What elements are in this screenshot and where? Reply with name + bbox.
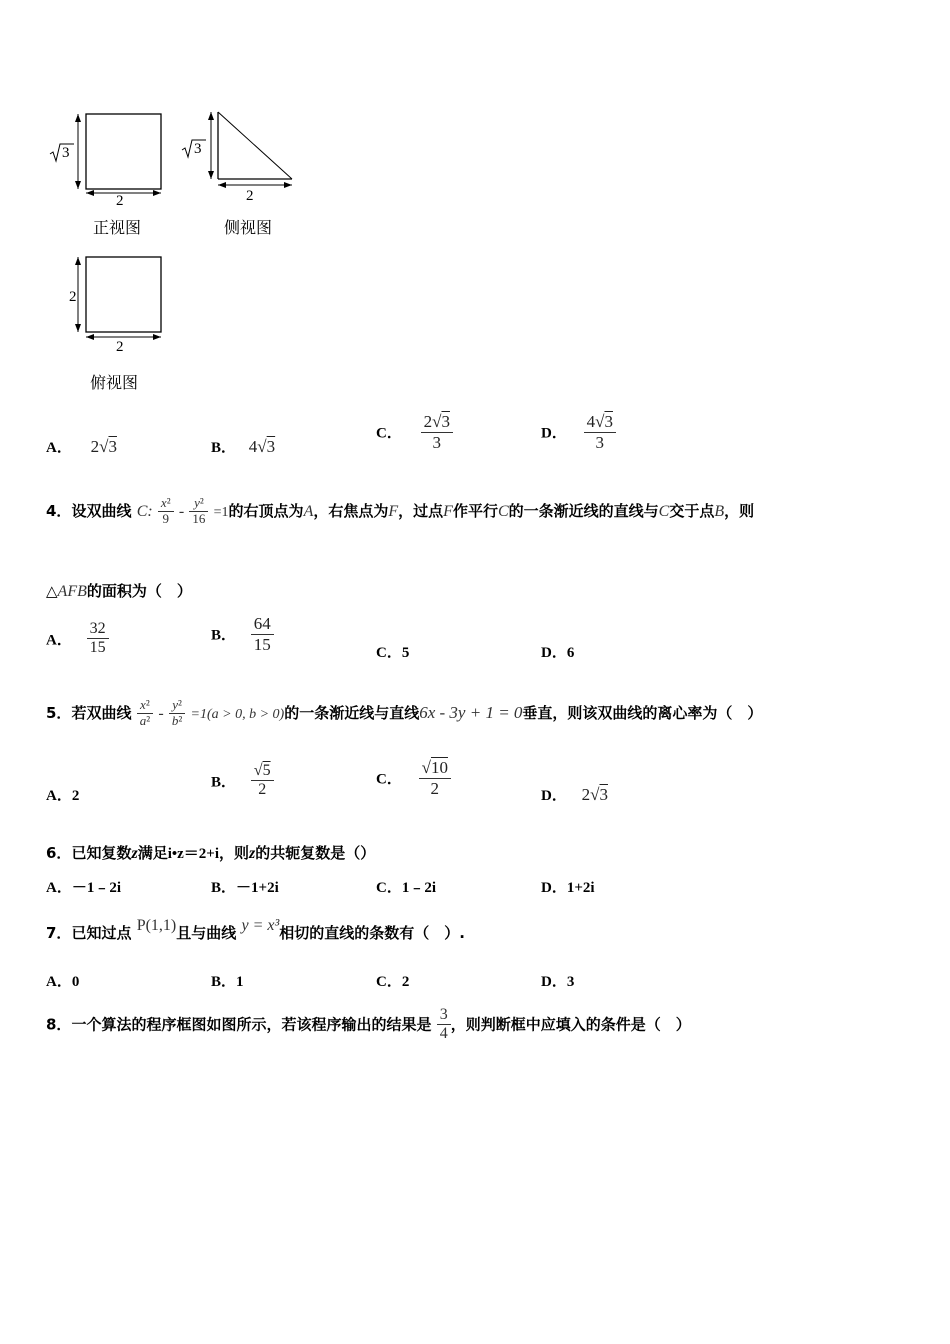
top-height-label: 2 xyxy=(69,289,77,305)
q7-option-c[interactable]: C．2 xyxy=(376,974,410,990)
side-view-caption: 侧视图 xyxy=(224,218,273,237)
question-5: 5．若双曲线 $\frac{\text{x²}}{\text{a²}}$ - $\frac{\text{y²}}{\text{b²}}$ =1(a > 0, b > 0)的一条渐近线与直线6x - 3y + 1 = 0垂直，则该双曲线的离心率为（ ） xyxy=(46,697,763,728)
q4-option-c[interactable]: C．5 xyxy=(376,645,410,661)
q3-option-a[interactable]: A． 2√3 xyxy=(46,437,117,456)
q4-option-d[interactable]: D．6 xyxy=(541,645,575,661)
q3-option-c[interactable]: C． $\frac{2√3}{3}$ xyxy=(376,412,453,452)
q3-option-b[interactable]: B． 4√3 xyxy=(211,437,276,456)
q7-option-b[interactable]: B．1 xyxy=(211,974,244,990)
question-4-line2: △AFB的面积为（ ） xyxy=(46,582,192,600)
question-4: 4．设双曲线 C: $\frac{\text{x²}}{9}$ - $\frac{\text{y²}}{16}$ =1的右顶点为A，右焦点为F，过点F作平行C的一条渐近线的直线与C交于点B，则 xyxy=(46,495,755,526)
q6-option-b[interactable]: B．－1+2i xyxy=(211,880,279,896)
front-view-square xyxy=(86,114,161,189)
three-view-figure xyxy=(40,100,320,400)
front-view-caption: 正视图 xyxy=(93,218,142,237)
top-width-label: 2 xyxy=(116,339,124,355)
q6-option-c[interactable]: C．1﹣2i xyxy=(376,880,437,896)
q3-option-d[interactable]: D． $\frac{4√3}{3}$ xyxy=(541,412,616,452)
side-width-label: 2 xyxy=(246,188,254,204)
q5-option-c[interactable]: C． $\frac{√10}{2}$ xyxy=(376,758,451,798)
top-view-square xyxy=(86,257,161,332)
q6-option-a[interactable]: A．－1﹣2i xyxy=(46,880,122,896)
q5-option-b[interactable]: B． $\frac{√5}{2}$ xyxy=(211,762,274,800)
q7-option-d[interactable]: D．3 xyxy=(541,974,575,990)
q5-option-d[interactable]: D． 2√3 xyxy=(541,785,608,804)
front-height-label: 3 xyxy=(62,145,70,161)
question-7: 7．已知过点 P(1,1)且与曲线 y = x³相切的直线的条数有（ ）. xyxy=(46,917,465,942)
q7-option-a[interactable]: A．0 xyxy=(46,974,80,990)
front-width-label: 2 xyxy=(116,193,124,209)
question-6: 6．已知复数z满足i•z＝2+i，则z的共轭复数是（） xyxy=(46,844,376,862)
top-view-caption: 俯视图 xyxy=(90,373,139,392)
q6-option-d[interactable]: D．1+2i xyxy=(541,880,595,896)
q4-option-a[interactable]: A． $\frac{32}{15}$ xyxy=(46,620,109,658)
q5-option-a[interactable]: A．2 xyxy=(46,788,80,804)
question-8: 8．一个算法的程序框图如图所示，若该程序输出的结果是 $\frac{3}{4}$ ，则判断框中应填入的条件是（ ） xyxy=(46,1006,691,1043)
side-height-label: 3 xyxy=(194,141,202,157)
q4-option-b[interactable]: B． $\frac{64}{15}$ xyxy=(211,614,274,654)
